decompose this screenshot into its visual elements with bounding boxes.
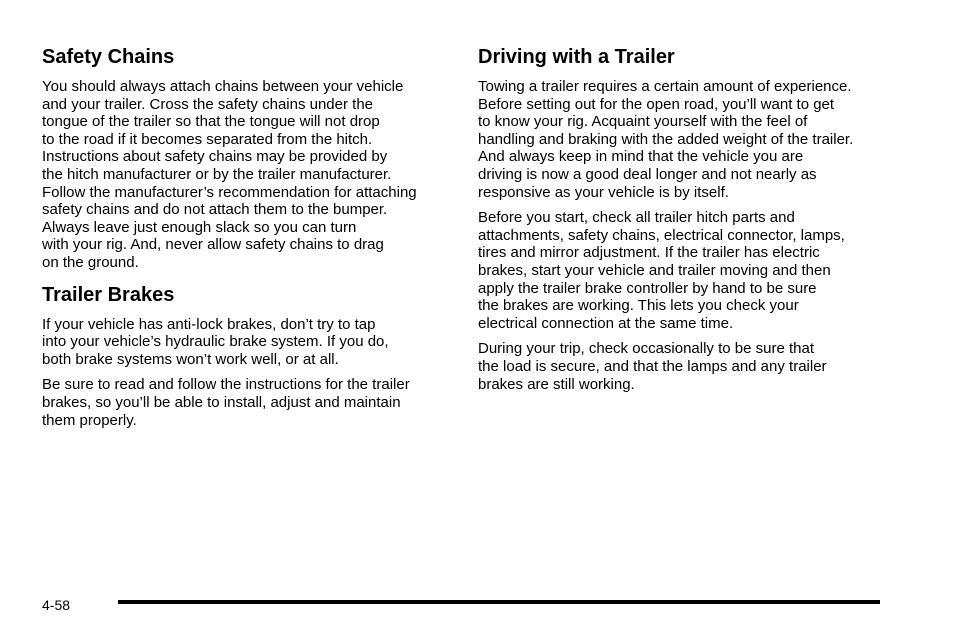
safety-chains-section bbox=[42, 44, 452, 272]
trailer-brakes-paragraph-1: If your vehicle has anti-lock brakes, don’t try to tap into your vehicle’s hydraulic brake system. If you do, both brake systems won’t work well, or at all. bbox=[42, 315, 389, 368]
page-number: 4-58 bbox=[42, 597, 71, 613]
trailer-brakes-heading: Trailer Brakes bbox=[42, 283, 175, 306]
safety-chains-paragraph: You should always attach chains between your vehicle and your trailer. Cross the safety chains under the tongue of the trailer so that the tongue will not drop to the road if it becomes separated from the hitch. Instructions about safety chains may be provided by the hitch manufacturer or by the trailer manufacturer. Follow the manufacturer’s recommendation for attaching safety chains and do not attach them to the bumper. Always leave just enough slack so you can turn with your rig. And, never allow safety chains to drag on the ground. bbox=[42, 78, 417, 271]
trailer-brakes-section bbox=[42, 282, 452, 430]
driving-with-trailer-paragraph-1: Towing a trailer requires a certain amount of experience. Before setting out for the open road, you’ll want to get to know your rig. Acquaint yourself with the feel of handling and braking with the added weight of the trailer. And always keep in mind that the vehicle you are driving is now a good deal longer and not nearly as responsive as your vehicle is by itself. bbox=[478, 78, 854, 201]
safety-chains-heading: Safety Chains bbox=[42, 46, 175, 68]
driving-with-trailer-paragraph-2: Before you start, check all trailer hitch parts and attachments, safety chains, electrical connector, lamps, tires and mirror adjustment. If the trailer has electric brakes, start your vehicle and trailer moving and then apply the trailer brake controller by hand to be sure the brakes are working. This lets you check your electrical connection at the same time. bbox=[478, 209, 845, 332]
left-column bbox=[42, 44, 452, 437]
driving-with-trailer-paragraph-3: During your trip, check occasionally to be sure that the load is secure, and that the lamps and any trailer brakes are still working. bbox=[478, 340, 827, 393]
right-column bbox=[478, 44, 898, 401]
driving-with-trailer-heading: Driving with a Trailer bbox=[478, 46, 675, 68]
driving-with-trailer-section bbox=[478, 44, 898, 393]
trailer-brakes-paragraph-2: Be sure to read and follow the instructions for the trailer brakes, so you’ll be able to install, adjust and maintain them properly. bbox=[42, 376, 410, 429]
footer-rule bbox=[118, 600, 880, 604]
